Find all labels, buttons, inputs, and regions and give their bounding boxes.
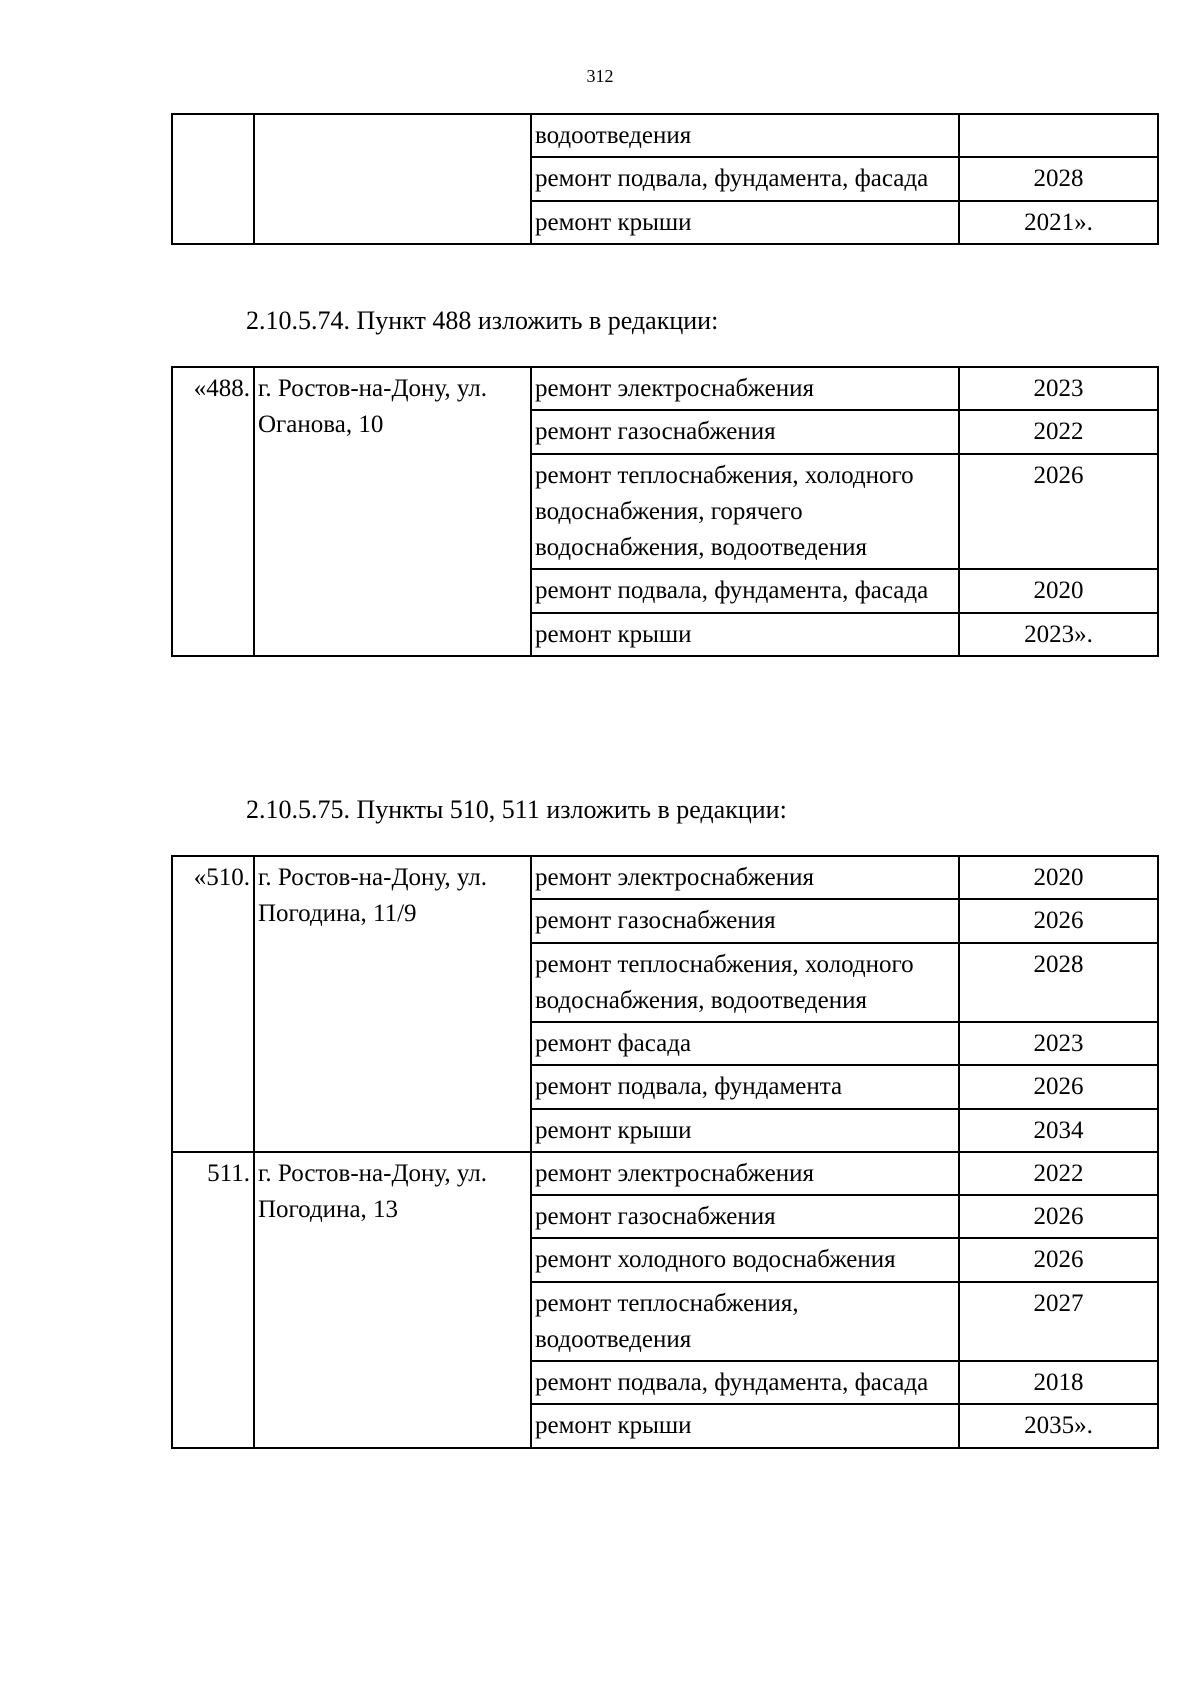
section-heading: 2.10.5.75. Пункты 510, 511 изложить в редакции: [246,795,787,824]
work-cell: ремонт крыши [531,613,959,656]
item-number-cell [172,114,254,244]
section-heading: 2.10.5.74. Пункт 488 изложить в редакции: [246,306,719,335]
year-cell: 2026 [959,1238,1158,1281]
year-cell: 2020 [959,569,1158,612]
year-cell: 2028 [959,943,1158,1023]
year-cell: 2023 [959,367,1158,410]
work-cell: ремонт подвала, фундамента [531,1065,959,1108]
work-cell: ремонт электроснабжения [531,856,959,899]
work-cell: ремонт газоснабжения [531,899,959,942]
address-cell [254,114,531,244]
year-cell: 2023 [959,1022,1158,1065]
year-cell: 2018 [959,1361,1158,1404]
work-cell: ремонт подвала, фундамента, фасада [531,1361,959,1404]
year-cell: 2022 [959,1152,1158,1195]
work-cell: ремонт холодного водоснабжения [531,1238,959,1281]
work-cell: ремонт крыши [531,1109,959,1152]
address-cell: г. Ростов-на-Дону, ул. Погодина, 11/9 [254,856,531,1152]
table-row [172,367,1158,410]
work-cell: ремонт теплоснабжения, водоотведения [531,1282,959,1362]
items-510-511-table [171,855,1159,1449]
item-488-table [171,366,1159,657]
item-number-cell: «510. [172,856,254,1152]
year-cell: 2027 [959,1282,1158,1362]
table-row [172,856,1158,899]
work-cell: ремонт электроснабжения [531,1152,959,1195]
item-number-cell: «488. [172,367,254,656]
address-cell: г. Ростов-на-Дону, ул. Оганова, 10 [254,367,531,656]
work-cell: ремонт газоснабжения [531,410,959,453]
work-cell: водоотведения [531,114,959,157]
year-cell: 2021». [959,201,1158,244]
year-cell: 2026 [959,899,1158,942]
year-cell: 2035». [959,1404,1158,1447]
year-cell [959,114,1158,157]
year-cell: 2026 [959,454,1158,570]
table-row [172,1152,1158,1195]
year-cell: 2023». [959,613,1158,656]
work-cell: ремонт теплоснабжения, холодного водоснабжения, горячего водоснабжения, водоотведения [531,454,959,570]
work-cell: ремонт электроснабжения [531,367,959,410]
work-cell: ремонт теплоснабжения, холодного водоснабжения, водоотведения [531,943,959,1023]
page-number: 312 [586,66,614,86]
year-cell: 2026 [959,1195,1158,1238]
year-cell: 2028 [959,157,1158,200]
item-number-cell: 511. [172,1152,254,1448]
work-cell: ремонт подвала, фундамента, фасада [531,157,959,200]
year-cell: 2022 [959,410,1158,453]
year-cell: 2020 [959,856,1158,899]
work-cell: ремонт крыши [531,201,959,244]
address-cell: г. Ростов-на-Дону, ул. Погодина, 13 [254,1152,531,1448]
year-cell: 2026 [959,1065,1158,1108]
work-cell: ремонт крыши [531,1404,959,1447]
table-row [172,114,1158,157]
work-cell: ремонт газоснабжения [531,1195,959,1238]
work-cell: ремонт подвала, фундамента, фасада [531,569,959,612]
work-cell: ремонт фасада [531,1022,959,1065]
year-cell: 2034 [959,1109,1158,1152]
continuation-table [171,113,1159,245]
